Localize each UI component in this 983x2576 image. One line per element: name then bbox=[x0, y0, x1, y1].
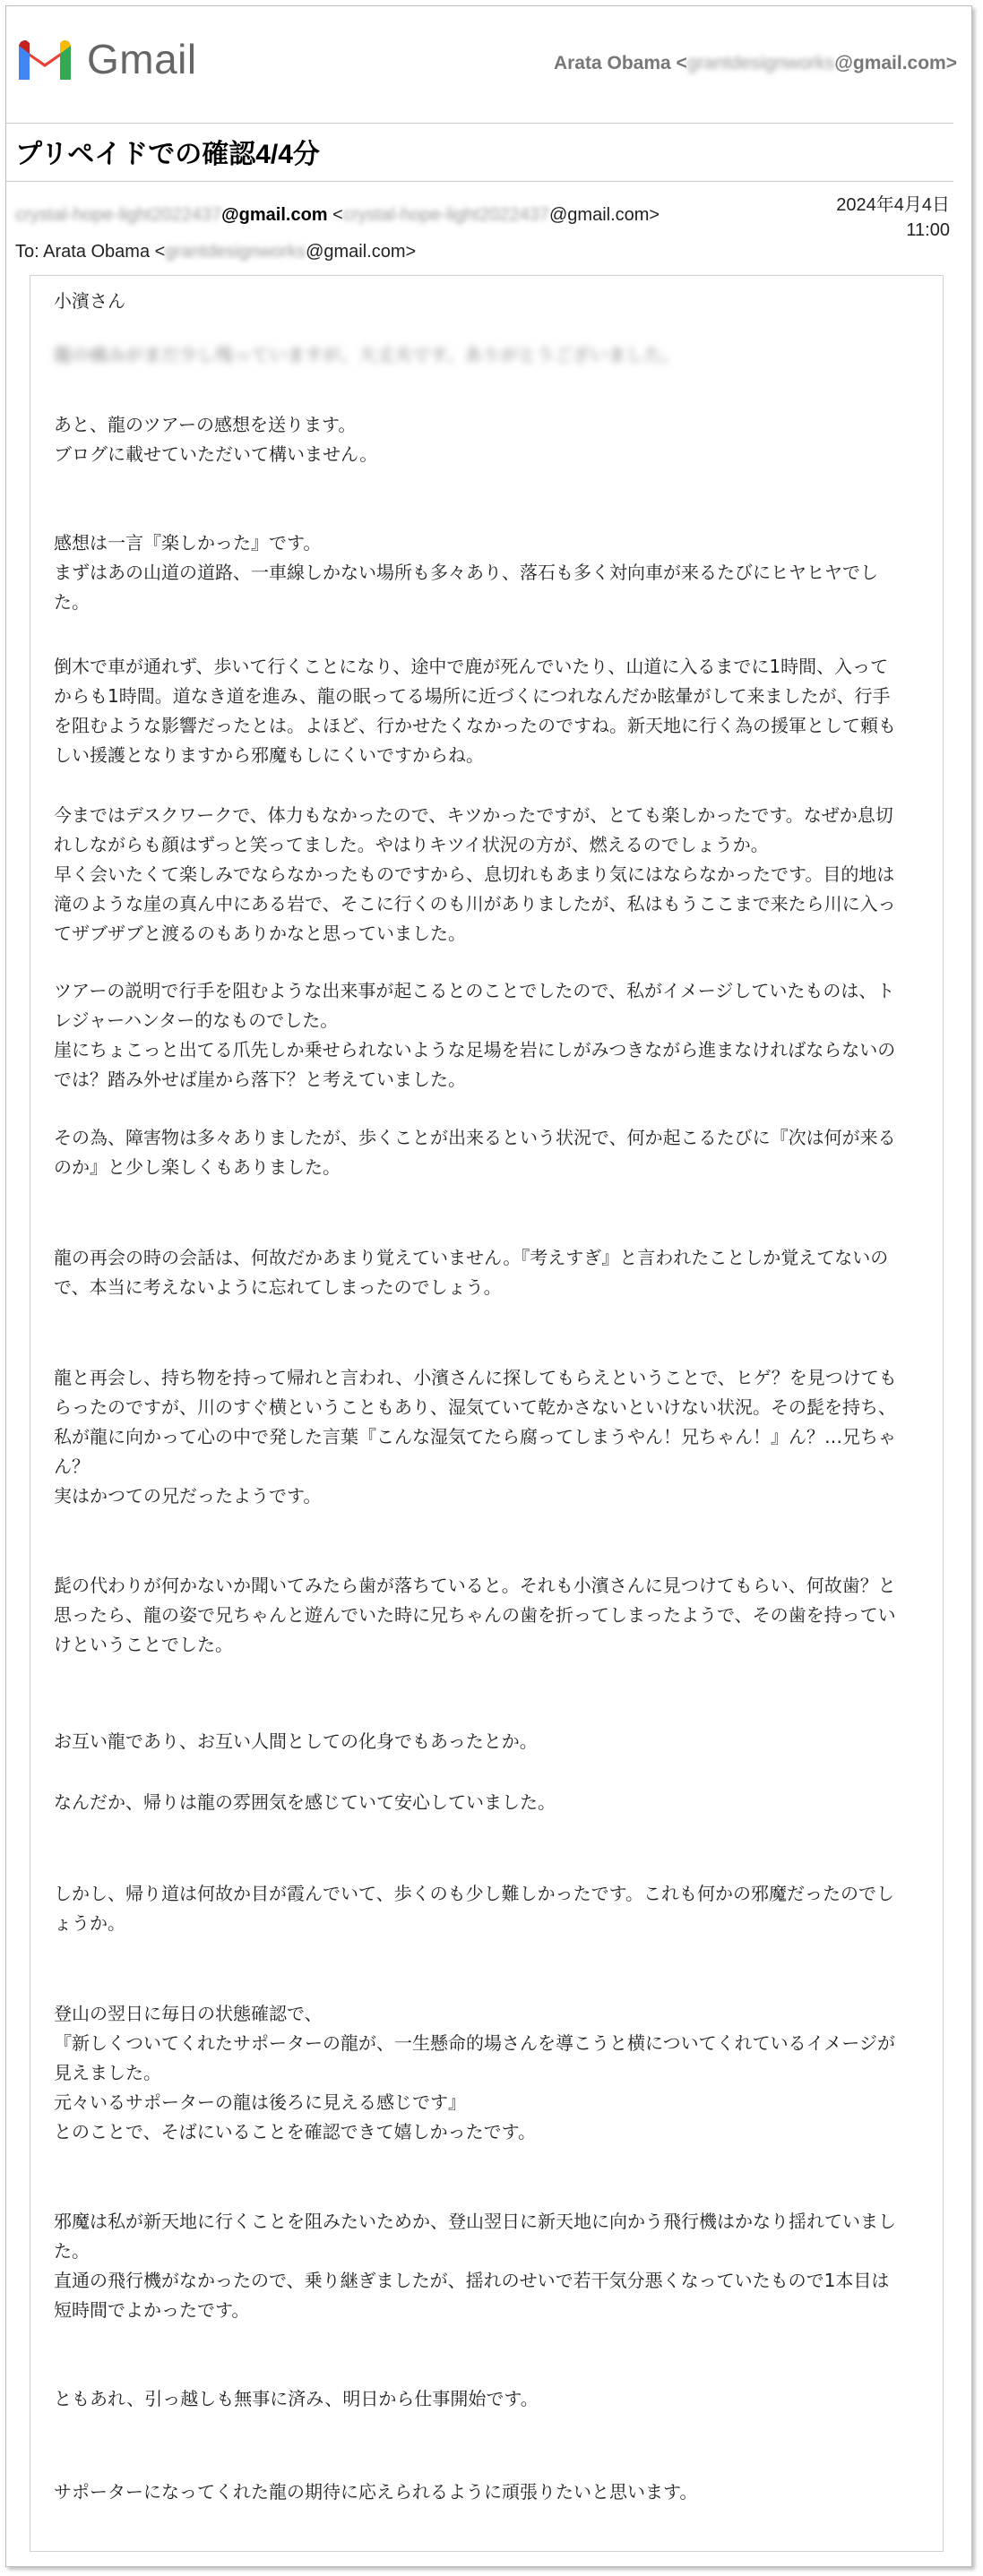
paragraph-line: しい援護となりますから邪魔もしにくいですからね。 bbox=[54, 744, 484, 766]
paragraph-line: サポーターになってくれた龍の期待に応えられるように頑張りたいと思います。 bbox=[54, 2481, 698, 2503]
paragraph-line: で、本当に考えないように忘れてしまったのでしょう。 bbox=[54, 1276, 502, 1298]
paragraph bbox=[54, 1879, 959, 1938]
paragraph-line: てザブザブと渡るのもありかなと思っていました。 bbox=[54, 923, 466, 944]
paragraph-line: では？踏み外せば崖から落下？と考えていました。 bbox=[54, 1069, 466, 1090]
paragraph-line: 元々いるサポーターの龍は後ろに見える感じです』 bbox=[54, 2091, 466, 2113]
paragraph-line: 倒木で車が通れず、歩いて行くことになり、途中で鹿が死んでいたり、山道に入るまでに1時間、入って bbox=[54, 656, 889, 677]
paragraph-line: 龍と再会し、持ち物を持って帰れと言われ、小濱さんに探してもらえということで、ヒゲ？を見つけても bbox=[54, 1367, 897, 1388]
blurred-line: 龍の痛みがまだ少し残っていますが、大丈夫です。ありがとうございました。 bbox=[54, 344, 680, 365]
email-body bbox=[30, 275, 944, 2552]
divider bbox=[6, 123, 953, 124]
paragraph-line: ん？ bbox=[54, 1455, 90, 1477]
paragraph-line: 登山の翌日に毎日の状態確認で、 bbox=[54, 2003, 323, 2024]
time: 11:00 bbox=[906, 220, 950, 240]
sender-masked: crystal-hope-light2022437 bbox=[15, 205, 222, 225]
paragraph-line: 早く会いたくて楽しみでならなかったものですから、息切れもあまり気にはならなかったです。目的地は bbox=[54, 863, 895, 885]
gmail-wordmark: Gmail bbox=[87, 36, 197, 82]
recipient-masked: grantdesignworks bbox=[165, 242, 306, 262]
paragraph bbox=[54, 801, 959, 949]
paragraph-line: 髭の代わりが何かないか聞いてみたら歯が落ちていると。それも小濱さんに見つけてもらい、何故歯？と bbox=[54, 1575, 896, 1596]
paragraph-line: お互い龍であり、お互い人間としての化身でもあったとか。 bbox=[54, 1730, 538, 1752]
paragraph-line: 見えました。 bbox=[54, 2062, 161, 2083]
email-print-frame bbox=[5, 5, 972, 2567]
paragraph-line: からも1時間。道なき道を進み、龍の眠ってる場所に近づくにつれなんだか眩暈がして来ましたが、行手 bbox=[54, 685, 891, 707]
paragraph bbox=[54, 652, 959, 770]
paragraph-line: あと、龍のツアーの感想を送ります。 bbox=[54, 414, 357, 435]
gmail-m-icon bbox=[15, 37, 74, 82]
paragraph-line: れしながらも顔はずっと笑ってました。やはりキツイ状況の方が、燃えるのでしょうか。 bbox=[54, 834, 769, 855]
paragraph bbox=[54, 1727, 959, 1756]
paragraph bbox=[54, 528, 959, 617]
recipient-label: To: Arata Obama < bbox=[15, 242, 166, 262]
recipient bbox=[15, 242, 416, 262]
paragraph bbox=[54, 1123, 959, 1182]
paragraph-line: た。 bbox=[54, 2240, 90, 2262]
paragraph bbox=[54, 1999, 959, 2147]
paragraph-line: 実はかつての兄だったようです。 bbox=[54, 1485, 322, 1507]
paragraph-line: 思ったら、龍の姿で兄ちゃんと遊んでいた時に兄ちゃんの歯を折ってしまったようで、その歯を持ってい bbox=[54, 1604, 896, 1626]
paragraph-line: ともあれ、引っ越しも無事に済み、明日から仕事開始です。 bbox=[54, 2388, 539, 2409]
greeting: 小濱さん bbox=[54, 290, 125, 312]
paragraph bbox=[54, 1363, 959, 1511]
timestamp bbox=[836, 193, 950, 243]
paragraph-line: けということでした。 bbox=[54, 1634, 233, 1655]
sender-masked-2: crystal-hope-light2022437 bbox=[342, 205, 549, 225]
paragraph bbox=[54, 2384, 959, 2414]
paragraph-line: ょうか。 bbox=[54, 1912, 125, 1934]
divider bbox=[6, 181, 953, 182]
email-subject: プリペイドでの確認4/4分 bbox=[15, 140, 320, 169]
paragraph-line: 私が龍に向かって心の中で発した言葉『こんな湿気てたら腐ってしまうやん！兄ちゃん！』ん？…兄ちゃ bbox=[54, 1426, 896, 1447]
paragraph-line: 邪魔は私が新天地に行くことを阻みたいためか、登山翌日に新天地に向かう飛行機はかなり揺れていまし bbox=[54, 2211, 896, 2232]
paragraph bbox=[54, 410, 959, 469]
paragraph-line: 滝のような崖の真ん中にある岩で、そこに行くのも川がありましたが、私はもうここまで来たら川に入っ bbox=[54, 893, 896, 914]
account-email-masked: grantdesignworks bbox=[686, 53, 835, 73]
sender-domain: @gmail.com bbox=[221, 205, 328, 225]
paragraph-line: た。 bbox=[54, 591, 90, 613]
paragraph bbox=[54, 1243, 959, 1302]
recipient-domain: @gmail.com> bbox=[306, 242, 417, 262]
paragraph-line: 今まではデスクワークで、体力もなかったので、キツかったですが、とても楽しかったです。なぜか息切 bbox=[54, 804, 893, 826]
account-name: Arata Obama bbox=[553, 53, 671, 73]
paragraph-line: まずはあの山道の道路、一車線しかない場所も多々あり、落石も多く対向車が来るたびにヒヤヒヤでし bbox=[54, 562, 878, 583]
sender-domain-2: @gmail.com> bbox=[548, 205, 660, 225]
date: 2024年4月4日 bbox=[836, 195, 950, 215]
account-email-domain: @gmail.com> bbox=[834, 53, 957, 73]
paragraph bbox=[54, 976, 959, 1095]
paragraph bbox=[54, 2207, 959, 2325]
paragraph-line: を阻むような影響だったとは。よほど、行かせたくなかったのですね。新天地に行く為の援軍として頼も bbox=[54, 715, 896, 736]
paragraph-line: のか』と少し楽しくもありました。 bbox=[54, 1156, 341, 1178]
paragraph-line: レジャーハンター的なものでした。 bbox=[54, 1009, 339, 1031]
account-label: Arata Obama <grantdesignworks@gmail.com> bbox=[553, 53, 957, 73]
paragraph-line: ツアーの説明で行手を阻むような出来事が起こるとのことでしたので、私がイメージしていたものは、ト bbox=[54, 980, 895, 1001]
gmail-logo[interactable] bbox=[15, 35, 197, 83]
sender: crystal-hope-light2022437@gmail.com <crystal-hope-light2022437@gmail.com> bbox=[15, 205, 660, 225]
paragraph-line: 崖にちょこっと出てる爪先しか乗せられないような足場を岩にしがみつきながら進まなければならないの bbox=[54, 1039, 896, 1060]
paragraph-line: らったのですが、川のすぐ横ということもあり、湿気ていて乾かさないといけない状況。その髭を持ち、 bbox=[54, 1396, 896, 1418]
paragraph-line: 直通の飛行機がなかったので、乗り継ぎましたが、揺れのせいで若干気分悪くなっていたもので1本目は bbox=[54, 2270, 890, 2291]
paragraph-line: 短時間でよかったです。 bbox=[54, 2299, 250, 2321]
paragraph bbox=[54, 2477, 959, 2507]
paragraph-line: ブログに載せていただいて構いません。 bbox=[54, 443, 378, 465]
paragraph-line: 『新しくついてくれたサポーターの龍が、一生懸命的場さんを導こうと横についてくれているイメージが bbox=[54, 2032, 895, 2054]
paragraph bbox=[54, 1571, 959, 1660]
paragraph-line: その為、障害物は多々ありましたが、歩くことが出来るという状況で、何か起こるたびに『次は何が来る bbox=[54, 1127, 896, 1148]
paragraph-line: なんだか、帰りは龍の雰囲気を感じていて安心していました。 bbox=[54, 1791, 556, 1813]
paragraph-line: しかし、帰り道は何故か目が霞んでいて、歩くのも少し難しかったです。これも何かの邪魔だったのでし bbox=[54, 1883, 894, 1904]
paragraph bbox=[54, 1788, 959, 1817]
paragraph-line: 龍の再会の時の会話は、何故だかあまり覚えていません。『考えすぎ』と言われたことしか覚えてないの bbox=[54, 1247, 889, 1268]
paragraph-line: 感想は一言『楽しかった』です。 bbox=[54, 532, 322, 554]
paragraph-line: とのことで、そばにいることを確認できて嬉しかったです。 bbox=[54, 2121, 536, 2142]
header bbox=[6, 6, 971, 114]
